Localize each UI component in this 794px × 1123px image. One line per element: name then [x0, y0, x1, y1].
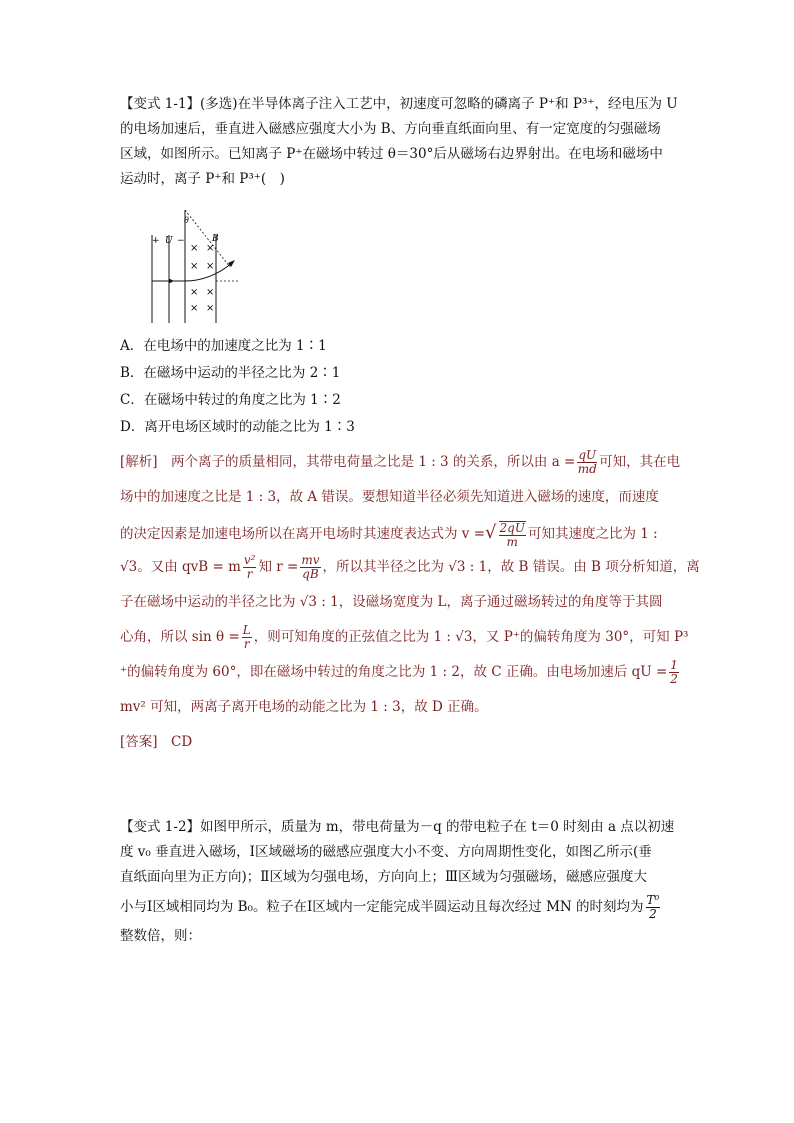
fraction	[243, 554, 257, 581]
fraction	[646, 894, 661, 921]
problem-1-1-line-4: 运动时，离子 P⁺和 P³⁺( )	[120, 171, 285, 187]
cross-mark: ×	[206, 303, 215, 314]
problem-1-2-line-4	[120, 890, 680, 924]
fraction-numerator: 1	[670, 658, 678, 672]
fraction-denominator: md	[577, 462, 597, 476]
minus-label: −	[177, 236, 185, 246]
fraction-numerator: 2qU	[499, 520, 525, 535]
problem-1-2-line-1: 【变式 1-2】如图甲所示，质量为 m，带电荷量为－q 的带电粒子在 t＝0 时刻由 a 点以初速	[120, 819, 675, 835]
solution-text: ，则可知角度的正弦值之比为 1 : √3，又 P⁺的偏转角度为 30°，可知 P³	[253, 629, 689, 645]
fraction-numerator: qU	[578, 448, 597, 462]
problem-1-1-line-1: 【变式 1-1】(多选)在半导体离子注入工艺中，初速度可忽略的磷离子 P⁺和 P³⁺，经电压为 U	[120, 96, 678, 112]
fraction-numerator: L	[242, 623, 251, 637]
fraction	[242, 624, 252, 651]
fraction-denominator: 2	[670, 672, 678, 686]
fraction-numerator: T⁰	[646, 893, 660, 907]
problem-text: 小与Ⅰ区域相同均为 B₀。粒子在Ⅰ区域内一定能完成半圆运动且每次经过 MN 的时刻均为	[120, 899, 644, 915]
solution-text: 可知其速度之比为 1 :	[527, 526, 658, 542]
problem-1-1-line-3: 区域，如图所示。已知离子 P⁺在磁场中转过 θ＝30°后从磁场右边界射出。在电场和磁场中	[120, 146, 663, 162]
solution-line-6	[120, 620, 689, 655]
b-label: B	[212, 234, 219, 244]
problem-1-2-line-5: 整数倍，则：	[120, 928, 201, 944]
solution-text: 知 r =	[258, 559, 299, 575]
cross-mark: ×	[190, 287, 199, 298]
field-diagram	[140, 205, 250, 325]
solution-line-5: 子在磁场中运动的半径之比为 √3 : 1，设磁场宽度为 L，离子通过磁场转过的角度等于其圆	[120, 594, 663, 610]
solution-text: √3。又由 qvB = m	[120, 559, 241, 575]
option-b: B．在磁场中运动的半径之比为 2∶1	[120, 365, 341, 381]
solution-text: ⁺的偏转角度为 60°，即在磁场中转过的角度之比为 1 : 2，故 C 正确。由电场加速后 qU =	[120, 664, 668, 680]
solution-text: 的决定因素是加速电场所以在离开电场时其速度表达式为 v =	[120, 526, 486, 542]
problem-1-2	[120, 815, 680, 949]
fraction	[499, 521, 526, 549]
fraction	[577, 449, 597, 476]
fraction-denominator: m	[506, 534, 518, 549]
fraction-numerator: v²	[243, 553, 256, 567]
cross-mark: ×	[206, 261, 215, 272]
fraction-denominator: r	[246, 567, 253, 581]
fraction-denominator: 2	[649, 907, 657, 921]
solution-text: 心角，所以 sin θ =	[120, 629, 240, 645]
fraction-denominator: r	[243, 637, 250, 651]
solution-line-7	[120, 655, 680, 690]
solution-line-8: mv² 可知，两离子离开电场的动能之比为 1 : 3，故 D 正确。	[120, 699, 488, 715]
option-c: C．在磁场中转过的角度之比为 1∶2	[120, 392, 341, 408]
problem-1-2-line-2: 度 v₀ 垂直进入磁场，Ⅰ区域磁场的磁感应强度大小不变、方向周期性变化，如图乙所示(垂	[120, 844, 652, 860]
fraction-denominator: qB	[302, 567, 319, 581]
cross-mark: ×	[206, 243, 215, 254]
solution-line-4	[120, 550, 700, 585]
answer-line: [答案] CD	[120, 734, 193, 750]
cross-mark: ×	[190, 243, 199, 254]
cross-mark: ×	[206, 287, 215, 298]
solution-text: 可知，其在电	[599, 454, 681, 470]
problem-1-1	[120, 92, 680, 192]
fraction	[669, 659, 679, 686]
fraction	[300, 554, 320, 581]
problem-1-1-line-2: 的电场加速后，垂直进入磁感应强度大小为 B、方向垂直纸面向里、有一定宽度的匀强磁场	[120, 121, 661, 137]
solution-line-1	[120, 445, 680, 480]
solution-block	[120, 445, 700, 760]
theta-label: θ	[184, 216, 189, 225]
cross-mark: ×	[190, 303, 199, 314]
solution-text: ，所以其半径之比为 √3 : 1，故 B 错误。由 B 项分析知道，离	[322, 559, 700, 575]
solution-line-2: 场中的加速度之比是 1 : 3，故 A 错误。要想知道半径必须先知道进入磁场的速度，而速度	[120, 489, 659, 505]
u-label: U	[165, 236, 173, 246]
problem-1-2-line-3: 直纸面向里为正方向)；Ⅱ区域为匀强电场，方向向上；Ⅲ区域为匀强磁场，磁感应强度大	[120, 869, 647, 885]
solution-line-3: 的决定因素是加速电场所以在离开电场时其速度表达式为 v =√ $\frac{2qU}{m}$ 可知其速度之比为 1 :	[120, 520, 658, 549]
fraction-numerator: mv	[301, 553, 320, 567]
option-a: A．在电场中的加速度之比为 1∶1	[120, 338, 327, 354]
option-d: D．离开电场区域时的动能之比为 1∶3	[120, 419, 355, 435]
cross-mark: ×	[190, 261, 199, 272]
solution-text: [解析] 两个离子的质量相同，其带电荷量之比是 1 : 3 的关系，所以由 a =	[120, 454, 576, 470]
plus-label: +	[152, 236, 160, 246]
